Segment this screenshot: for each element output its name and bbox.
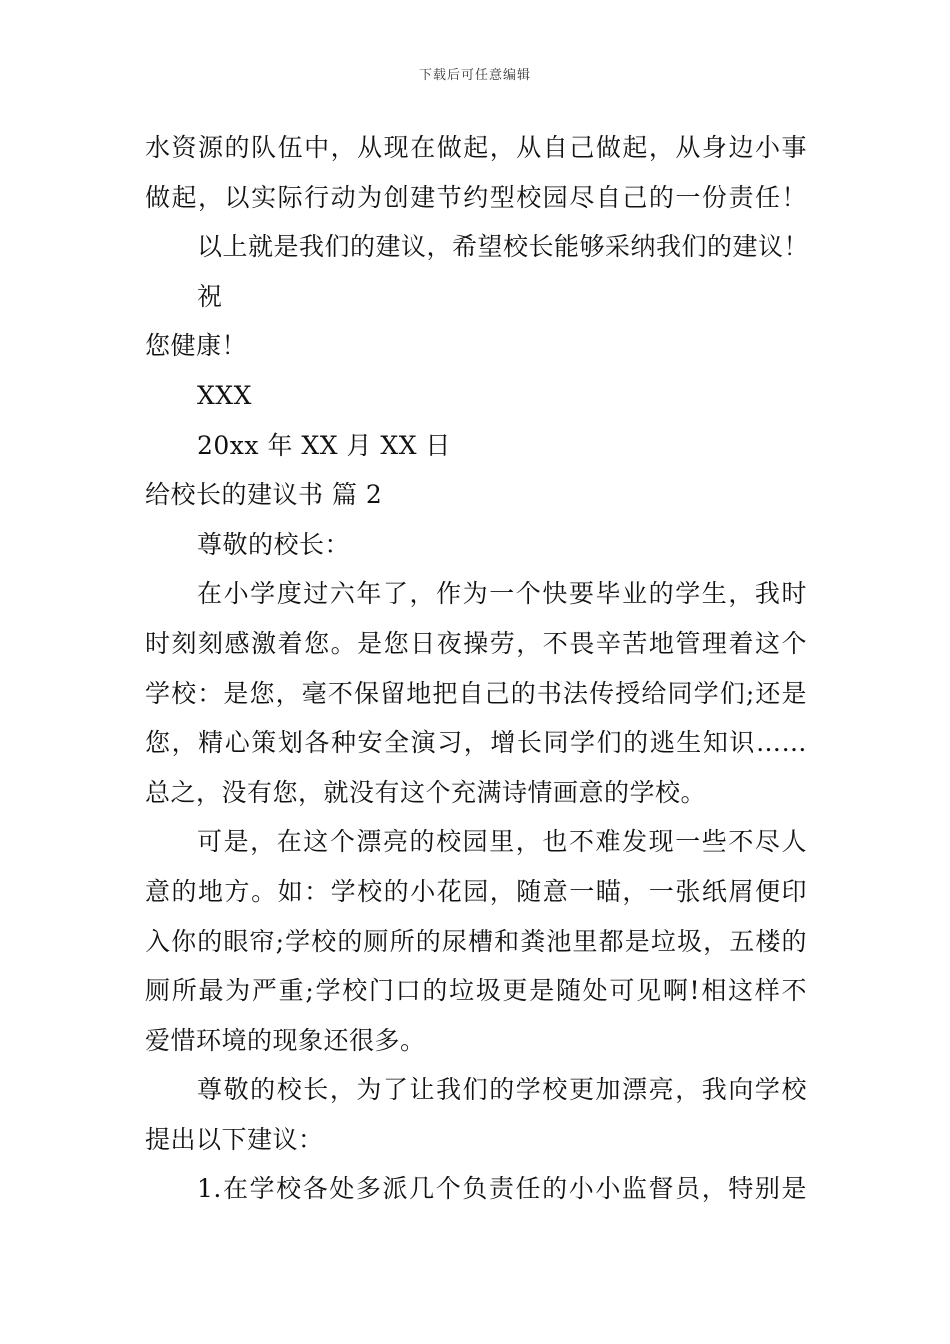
text-line: 时刻刻感激着您。是您日夜操劳，不畏辛苦地管理着这个 <box>145 628 807 658</box>
text-line: 在小学度过六年了，作为一个快要毕业的学生，我时 <box>197 579 807 609</box>
document-body <box>145 123 810 1214</box>
text-line: 您健康！ <box>145 331 248 361</box>
text-line: 祝 <box>197 281 223 311</box>
text-line: 水资源的队伍中，从现在做起，从自己做起，从身边小事 <box>145 133 807 162</box>
text-line: 1.在学校各处多派几个负责任的小小监督员，特别是 <box>197 1174 807 1204</box>
text-line: XXX <box>197 380 252 410</box>
text-line: 以上就是我们的建议，希望校长能够采纳我们的建议！ <box>197 232 810 262</box>
text-line: 尊敬的校长，为了让我们的学校更加漂亮，我向学校 <box>197 1075 807 1105</box>
section-title: 给校长的建议书 篇 2 <box>145 480 383 510</box>
text-line: 爱惜环境的现象还很多。 <box>145 1025 426 1055</box>
text-line: 您，精心策划各种安全演习，增长同学们的逃生知识…… <box>145 728 807 758</box>
text-line: 尊敬的校长： <box>197 529 351 559</box>
text-line: 可是，在这个漂亮的校园里，也不难发现一些不尽人 <box>197 827 807 857</box>
text-line: 总之，没有您，就没有这个充满诗情画意的学校。 <box>145 777 707 807</box>
text-line: 20xx 年 XX 月 XX 日 <box>197 430 451 460</box>
text-line: 意的地方。如：学校的小花园，随意一瞄，一张纸屑便印 <box>145 876 807 906</box>
text-line: 学校：是您，毫不保留地把自己的书法传授给同学们;还是 <box>145 678 807 708</box>
page-header: 下载后可任意编辑 <box>418 68 531 83</box>
text-line: 提出以下建议： <box>145 1124 324 1154</box>
text-line: 厕所最为严重;学校门口的垃圾更是随处可见啊!相这样不 <box>145 976 807 1006</box>
text-line: 入你的眼帘;学校的厕所的尿槽和粪池里都是垃圾，五楼的 <box>145 926 807 956</box>
text-line: 做起，以实际行动为创建节约型校园尽自己的一份责任！ <box>145 182 807 212</box>
